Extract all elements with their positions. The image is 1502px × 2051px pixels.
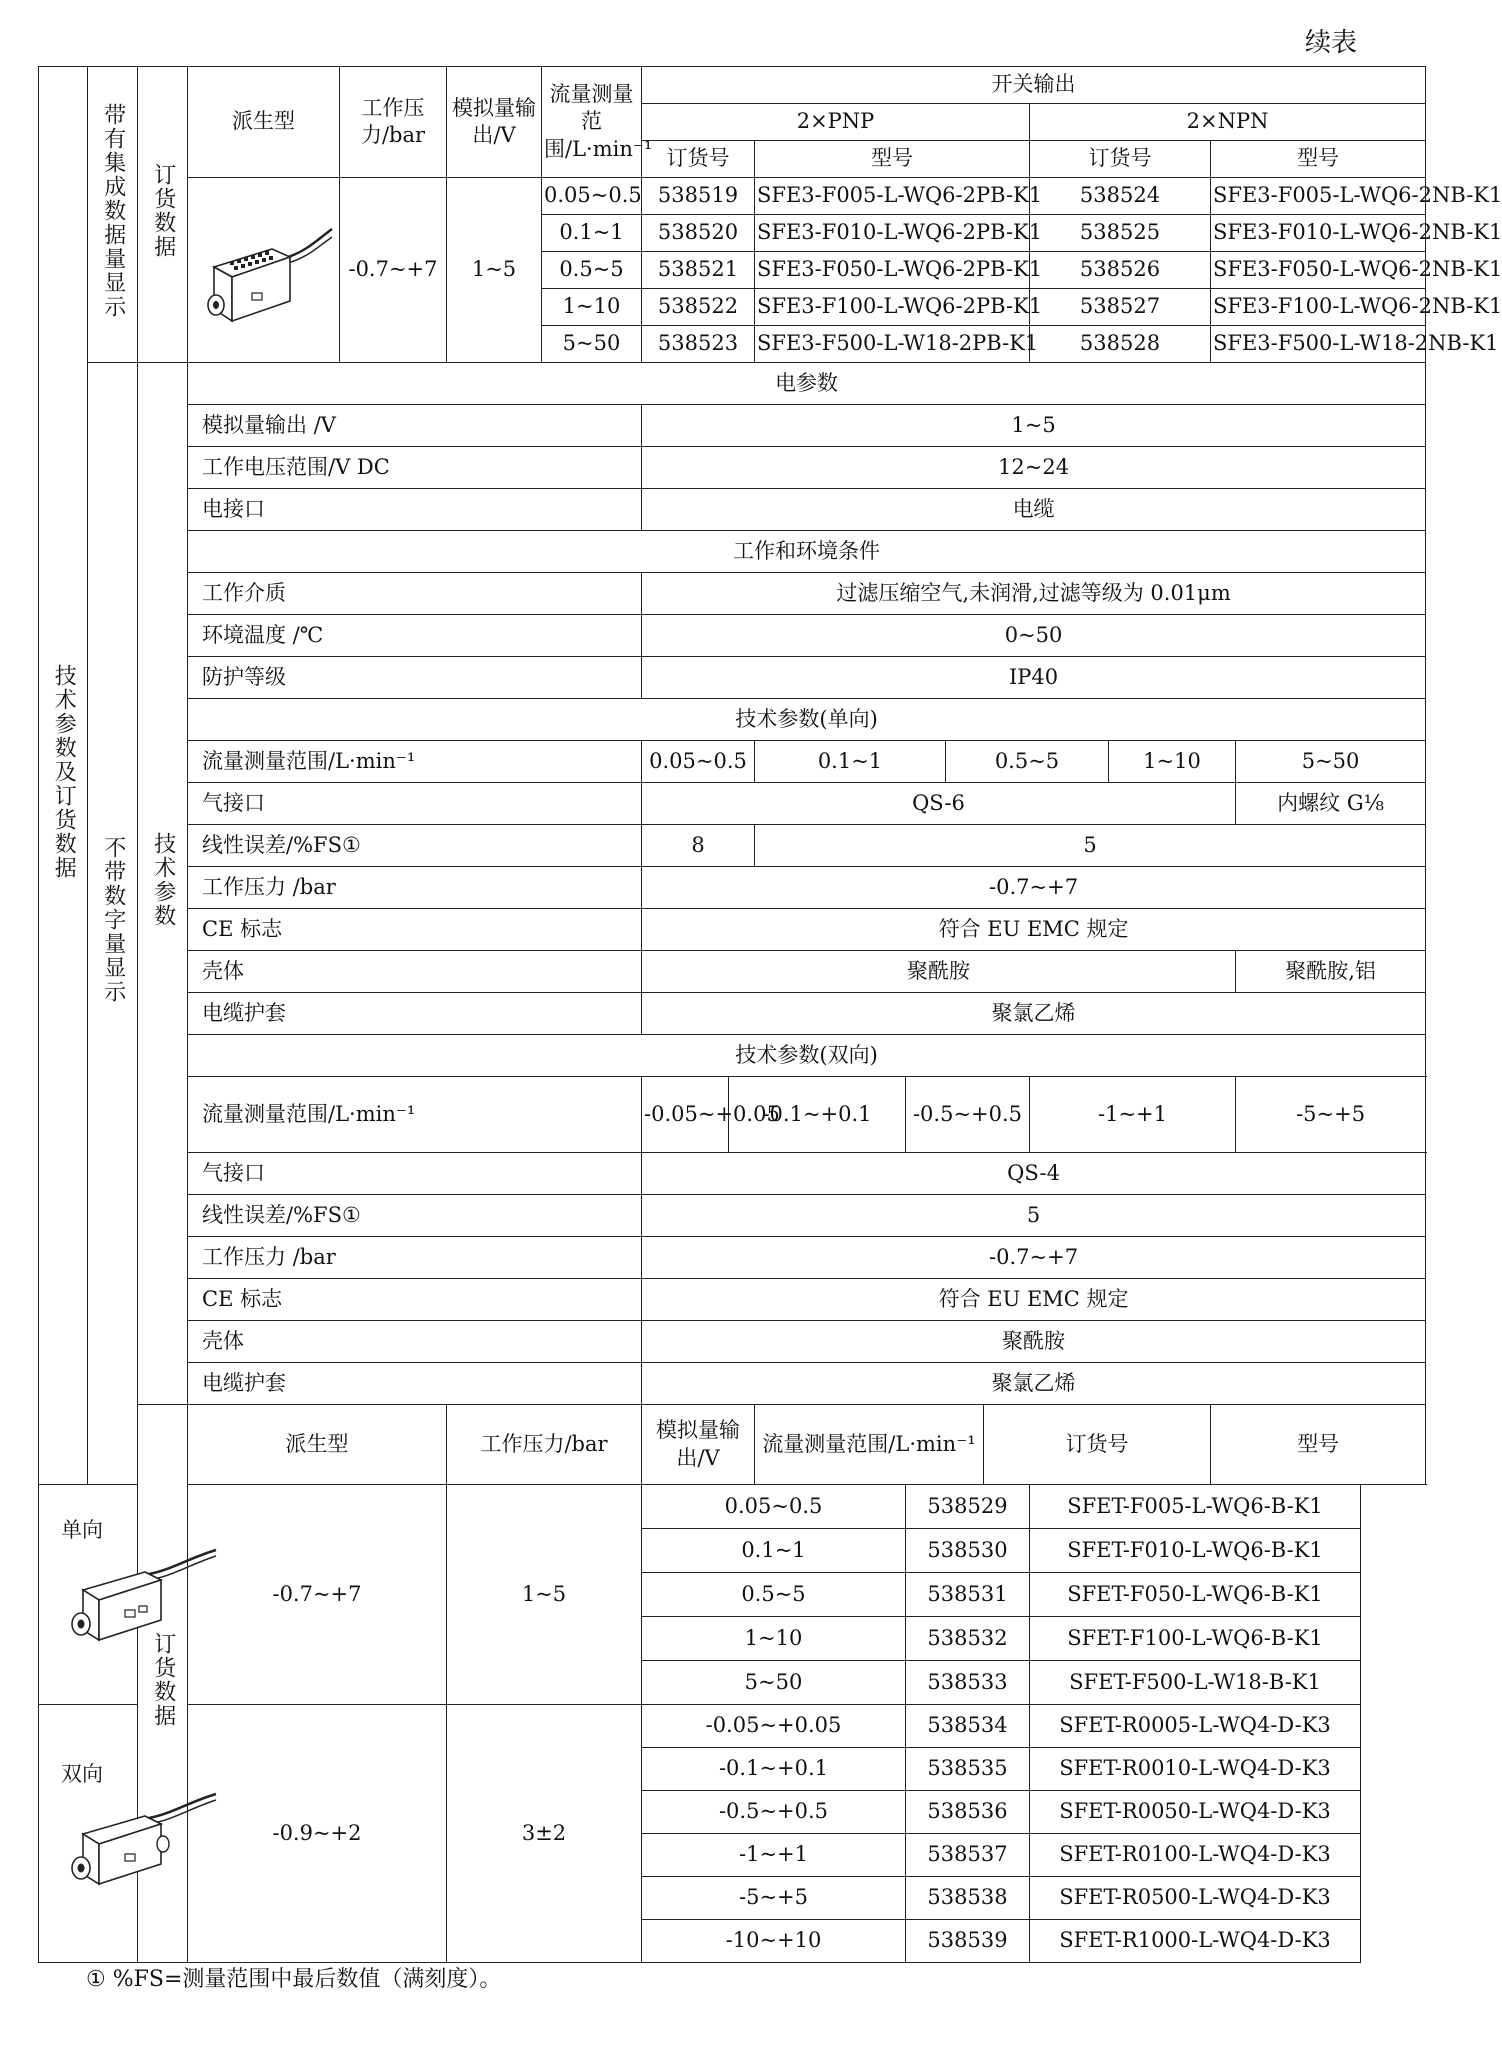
param-label: 工作压力 /bar — [188, 1237, 642, 1279]
bottom-header-flow: 流量测量范围/L·min⁻¹ — [755, 1405, 984, 1485]
flow-sensor-unidirectional-icon — [61, 1544, 221, 1654]
top-pnp-model: SFE3-F500-L-W18-2PB-K1 — [755, 326, 1030, 363]
top-npn-no: 538524 — [1030, 178, 1211, 215]
param-value: 电缆 — [642, 489, 1426, 531]
bi-order-no: 538536 — [906, 1791, 1030, 1834]
top-pnp-no: 538521 — [642, 252, 755, 289]
variant-uni-label: 单向 — [61, 1518, 103, 1542]
top-pnp-model: SFE3-F010-L-WQ6-2PB-K1 — [755, 215, 1030, 252]
top-pnp-model: SFE3-F005-L-WQ6-2PB-K1 — [755, 178, 1030, 215]
uni-model: SFET-F500-L-W18-B-K1 — [1030, 1661, 1361, 1705]
uni-flow: 5~50 — [1236, 741, 1426, 783]
param-label: CE 标志 — [188, 1279, 642, 1321]
top-pnp-no: 538522 — [642, 289, 755, 326]
header-variant: 派生型 — [188, 67, 340, 178]
flow-sensor-bidirectional-icon — [61, 1788, 221, 1898]
top-pressure: -0.7~+7 — [340, 178, 447, 363]
param-value: 0~50 — [642, 615, 1426, 657]
param-label: 线性误差/%FS① — [188, 825, 642, 867]
category-tech-params: 技术参数 — [138, 363, 188, 1405]
bi-model: SFET-R0050-L-WQ4-D-K3 — [1030, 1791, 1361, 1834]
bi-order-no: 538539 — [906, 1920, 1030, 1963]
param-value: -0.7~+7 — [642, 867, 1426, 909]
param-value: -0.7~+7 — [642, 1237, 1426, 1279]
top-pnp-no: 538519 — [642, 178, 755, 215]
uni-analog: 1~5 — [447, 1485, 642, 1705]
bottom-header-model: 型号 — [1211, 1405, 1426, 1485]
param-label: 电缆护套 — [188, 1363, 642, 1405]
uni-flow: 0.5~5 — [946, 741, 1109, 783]
header-pnp-order: 订货号 — [642, 141, 755, 178]
category-order-data: 订货数据 — [138, 67, 188, 363]
top-flow: 0.5~5 — [542, 252, 642, 289]
bi-flow: -5~+5 — [1236, 1077, 1426, 1153]
bi-flow: -0.1~+0.1 — [729, 1077, 906, 1153]
bi-flow: -0.05~+0.05 — [642, 1705, 906, 1748]
section-environment: 工作和环境条件 — [188, 531, 1426, 573]
param-value: 聚酰胺 — [642, 1321, 1426, 1363]
bi-model: SFET-R0100-L-WQ4-D-K3 — [1030, 1834, 1361, 1877]
param-value-last: 聚酰胺,铝 — [1236, 951, 1426, 993]
footnote: ① %FS=测量范围中最后数值（满刻度）。 — [86, 1967, 502, 1992]
section-bidirectional: 技术参数(双向) — [188, 1035, 1426, 1077]
top-npn-no: 538525 — [1030, 215, 1211, 252]
flow-sensor-display-icon — [194, 205, 334, 335]
bi-flow: -0.5~+0.5 — [906, 1077, 1030, 1153]
param-label: 模拟量输出 /V — [188, 405, 642, 447]
continued-label: 续表 — [1305, 28, 1358, 58]
uni-flow: 0.05~0.5 — [642, 1485, 906, 1529]
header-pnp: 2×PNP — [642, 104, 1030, 141]
uni-order-no: 538529 — [906, 1485, 1030, 1529]
param-label: 工作电压范围/V DC — [188, 447, 642, 489]
param-label: 线性误差/%FS① — [188, 1195, 642, 1237]
bi-order-no: 538534 — [906, 1705, 1030, 1748]
param-label: 环境温度 /℃ — [188, 615, 642, 657]
param-label: 工作介质 — [188, 573, 642, 615]
top-npn-model: SFE3-F500-L-W18-2NB-K1 — [1211, 326, 1426, 363]
uni-order-no: 538530 — [906, 1529, 1030, 1573]
bi-model: SFET-R0005-L-WQ4-D-K3 — [1030, 1705, 1361, 1748]
variant-bi-label: 双向 — [61, 1762, 103, 1786]
header-pnp-model: 型号 — [755, 141, 1030, 178]
top-pnp-model: SFE3-F050-L-WQ6-2PB-K1 — [755, 252, 1030, 289]
top-npn-model: SFE3-F050-L-WQ6-2NB-K1 — [1211, 252, 1426, 289]
bi-flow: -1~+1 — [1030, 1077, 1236, 1153]
top-analog: 1~5 — [447, 178, 542, 363]
uni-order-no: 538531 — [906, 1573, 1030, 1617]
uni-flow: 1~10 — [642, 1617, 906, 1661]
param-label: 壳体 — [188, 951, 642, 993]
bi-flow: -0.5~+0.5 — [642, 1791, 906, 1834]
param-value: 5 — [642, 1195, 1426, 1237]
section-unidirectional: 技术参数(单向) — [188, 699, 1426, 741]
uni-order-no: 538533 — [906, 1661, 1030, 1705]
bottom-header-order: 订货号 — [984, 1405, 1211, 1485]
top-npn-model: SFE3-F005-L-WQ6-2NB-K1 — [1211, 178, 1426, 215]
param-value: IP40 — [642, 657, 1426, 699]
section-electric: 电参数 — [188, 363, 1426, 405]
uni-flow: 0.5~5 — [642, 1573, 906, 1617]
category-with-display: 带有集成数据量显示 — [88, 67, 138, 363]
uni-flow: 0.1~1 — [755, 741, 946, 783]
bi-order-no: 538535 — [906, 1748, 1030, 1791]
uni-flow: 5~50 — [642, 1661, 906, 1705]
param-label: 防护等级 — [188, 657, 642, 699]
param-label: 流量测量范围/L·min⁻¹ — [188, 1077, 642, 1153]
param-value: 聚氯乙烯 — [642, 993, 1426, 1035]
param-value: 符合 EU EMC 规定 — [642, 909, 1426, 951]
uni-flow: 1~10 — [1109, 741, 1236, 783]
uni-model: SFET-F005-L-WQ6-B-K1 — [1030, 1485, 1361, 1529]
uni-flow: 0.05~0.5 — [642, 741, 755, 783]
param-value: QS-4 — [642, 1153, 1426, 1195]
bi-model: SFET-R0500-L-WQ4-D-K3 — [1030, 1877, 1361, 1920]
bi-model: SFET-R1000-L-WQ4-D-K3 — [1030, 1920, 1361, 1963]
param-label: 气接口 — [188, 783, 642, 825]
param-label: 流量测量范围/L·min⁻¹ — [188, 741, 642, 783]
header-pressure: 工作压力/bar — [340, 67, 447, 178]
category-outer: 技术参数及订货数据 — [39, 67, 88, 1485]
category-without-display: 不带数字量显示 — [88, 363, 138, 1485]
bi-flow: -0.1~+0.1 — [642, 1748, 906, 1791]
top-flow: 0.05~0.5 — [542, 178, 642, 215]
spec-table — [38, 66, 1502, 1963]
bottom-header-analog: 模拟量输出/V — [642, 1405, 755, 1485]
bi-flow: -0.05~+0.05 — [642, 1077, 729, 1153]
uni-flow: 0.1~1 — [642, 1529, 906, 1573]
uni-model: SFET-F010-L-WQ6-B-K1 — [1030, 1529, 1361, 1573]
bi-pressure: -0.9~+2 — [188, 1705, 447, 1963]
header-npn: 2×NPN — [1030, 104, 1426, 141]
param-label: 气接口 — [188, 1153, 642, 1195]
uni-model: SFET-F100-L-WQ6-B-K1 — [1030, 1617, 1361, 1661]
bi-analog: 3±2 — [447, 1705, 642, 1963]
top-flow: 0.1~1 — [542, 215, 642, 252]
bottom-header-pressure: 工作压力/bar — [447, 1405, 642, 1485]
header-npn-order: 订货号 — [1030, 141, 1211, 178]
param-value: QS-6 — [642, 783, 1236, 825]
param-label: 工作压力 /bar — [188, 867, 642, 909]
param-value: 聚氯乙烯 — [642, 1363, 1426, 1405]
uni-model: SFET-F050-L-WQ6-B-K1 — [1030, 1573, 1361, 1617]
variant-unidirectional — [39, 1485, 138, 1705]
uni-pressure: -0.7~+7 — [188, 1485, 447, 1705]
param-value: 过滤压缩空气,未润滑,过滤等级为 0.01μm — [642, 573, 1426, 615]
top-flow: 5~50 — [542, 326, 642, 363]
bi-order-no: 538538 — [906, 1877, 1030, 1920]
param-value: 聚酰胺 — [642, 951, 1236, 993]
uni-order-no: 538532 — [906, 1617, 1030, 1661]
header-analog: 模拟量输出/V — [447, 67, 542, 178]
top-npn-model: SFE3-F010-L-WQ6-2NB-K1 — [1211, 215, 1426, 252]
param-label: 壳体 — [188, 1321, 642, 1363]
top-pnp-no: 538520 — [642, 215, 755, 252]
bottom-header-variant: 派生型 — [188, 1405, 447, 1485]
bi-flow: -1~+1 — [642, 1834, 906, 1877]
param-value-first: 8 — [642, 825, 755, 867]
top-npn-no: 538526 — [1030, 252, 1211, 289]
top-pnp-model: SFE3-F100-L-WQ6-2PB-K1 — [755, 289, 1030, 326]
param-value: 5 — [755, 825, 1426, 867]
bi-flow: -10~+10 — [642, 1920, 906, 1963]
header-flow-range: 流量测量范围/L·min⁻¹ — [542, 67, 642, 178]
category-order-data-bottom: 订货数据 — [138, 1405, 188, 1963]
param-value: 符合 EU EMC 规定 — [642, 1279, 1426, 1321]
top-flow: 1~10 — [542, 289, 642, 326]
param-value: 12~24 — [642, 447, 1426, 489]
top-npn-no: 538528 — [1030, 326, 1211, 363]
bi-model: SFET-R0010-L-WQ4-D-K3 — [1030, 1748, 1361, 1791]
param-label: 电接口 — [188, 489, 642, 531]
top-npn-no: 538527 — [1030, 289, 1211, 326]
header-switch-output: 开关输出 — [642, 67, 1426, 104]
param-value-last: 内螺纹 G⅛ — [1236, 783, 1426, 825]
param-label: CE 标志 — [188, 909, 642, 951]
top-npn-model: SFE3-F100-L-WQ6-2NB-K1 — [1211, 289, 1426, 326]
top-pnp-no: 538523 — [642, 326, 755, 363]
param-label: 电缆护套 — [188, 993, 642, 1035]
bi-order-no: 538537 — [906, 1834, 1030, 1877]
header-npn-model: 型号 — [1211, 141, 1426, 178]
sensor-image-display — [188, 178, 340, 363]
variant-bidirectional — [39, 1705, 138, 1963]
bi-flow: -5~+5 — [642, 1877, 906, 1920]
param-value: 1~5 — [642, 405, 1426, 447]
